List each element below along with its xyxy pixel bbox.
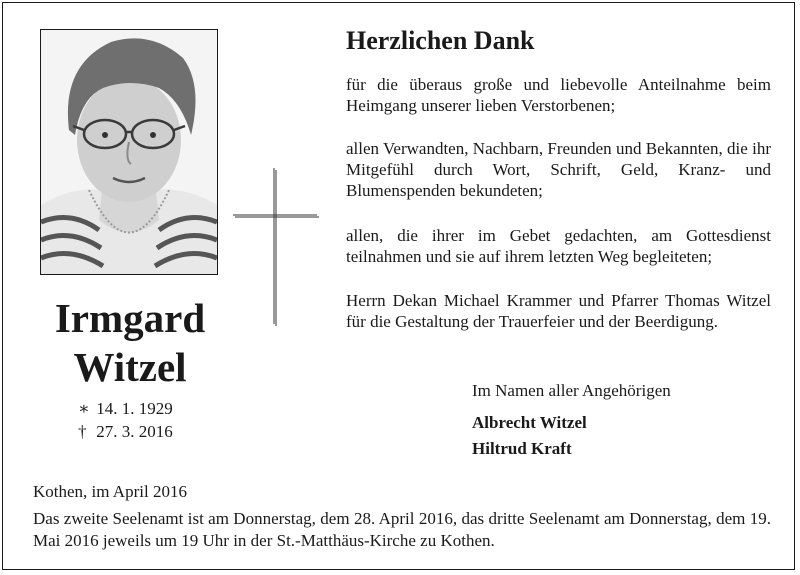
place-and-date: Kothen, im April 2016 [33, 482, 187, 501]
deceased-last-name: Witzel [73, 344, 187, 390]
thanks-paragraph-1: für die überaus große und liebevolle Anteilnahme beim Heimgang unserer lieben Verstorbenen; [346, 75, 771, 115]
thanks-paragraph-2: allen Verwandten, Nachbarn, Freunden und Bekannten, die ihr Mitgefühl durch Wort, Schrift, Geld, Kranz- und Blumenspenden bekundeten; [346, 139, 771, 200]
deceased-first-name: Irmgard [54, 295, 206, 341]
birth-date-line [78, 399, 173, 419]
thanks-heading: Herzlichen Dank [346, 26, 535, 55]
thanks-paragraph-3: allen, die ihrer im Gebet gedachten, am Gottesdienst teilnahmen und sie auf ihrem letzten Weg begleiteten; [346, 226, 771, 266]
closing-line: Im Namen aller Angehörigen [472, 381, 671, 400]
portrait-photo [40, 29, 218, 275]
thanks-paragraph-4: Herrn Dekan Michael Krammer und Pfarrer Thomas Witzel für die Gestaltung der Trauerfeier und der Beerdigung. [346, 291, 771, 331]
death-date: 27. 3. 2016 [96, 422, 173, 441]
birth-date: 14. 1. 1929 [96, 399, 173, 418]
birth-star-icon: ∗ [78, 399, 90, 418]
cross-icon [233, 168, 319, 331]
death-cross-icon: † [78, 422, 87, 441]
death-date-line [78, 422, 173, 442]
signer-name: Albrecht Witzel [472, 413, 587, 432]
signer-name: Hiltrud Kraft [472, 439, 572, 458]
mass-notice: Das zweite Seelenamt ist am Donnerstag, dem 28. April 2016, das dritte Seelenamt am Donnerstag, dem 19. Mai 2016 jeweils um 19 Uhr in der St.-Matthäus-Kirche zu Kothen. [33, 509, 771, 550]
